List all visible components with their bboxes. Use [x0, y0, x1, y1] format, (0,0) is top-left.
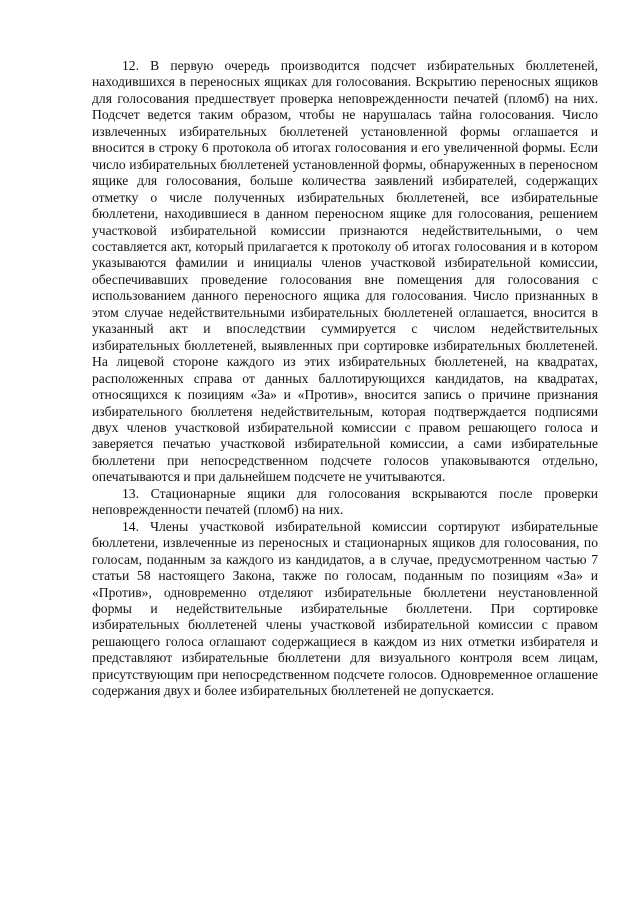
paragraph-13: 13. Стационарные ящики для голосования вскрываются после проверки неповрежденности печатей (пломб) на них.: [92, 485, 598, 518]
paragraph-12: 12. В первую очередь производится подсчет избирательных бюллетеней, находившихся в переносных ящиках для голосования. Вскрытию переносных ящиков для голосования предшествует проверка неповрежденности печатей (пломб) на них. Подсчет ведется таким образом, чтобы не нарушалась тайна голосования. Число извлеченных избирательных бюллетеней установленной формы оглашается и вносится в строку 6 протокола об итогах голосования и его увеличенной формы. Если число избирательных бюллетеней установленной формы, обнаруженных в переносном ящике для голосования, больше количества заявлений избирателей, содержащих отметку о числе полученных избирательных бюллетеней, все избирательные бюллетени, находившиеся в данном переносном ящике для голосования, решением участковой избирательной комиссии признаются недействительными, о чем составляется акт, который прилагается к протоколу об итогах голосования и в котором указываются фамилии и инициалы членов участковой избирательной комиссии, обеспечивавших проведение голосования вне помещения для голосования с использованием данного переносного ящика для голосования. Число признанных в этом случае недействительными избирательных бюллетеней оглашается, вносится в указанный акт и впоследствии суммируется с числом недействительных избирательных бюллетеней, выявленных при сортировке избирательных бюллетеней. На лицевой стороне каждого из этих избирательных бюллетеней, на квадратах, расположенных справа от данных баллотирующихся кандидатов, на квадратах, относящихся к позициям «За» и «Против», вносится запись о причине признания избирательного бюллетеня недействительным, которая подтверждается подписями двух членов участковой избирательной комиссии с правом решающего голоса и заверяется печатью участковой избирательной комиссии, а сами избирательные бюллетени при непосредственном подсчете голосов упаковываются отдельно, опечатываются и при дальнейшем подсчете не учитываются.: [92, 58, 598, 485]
paragraph-14: 14. Члены участковой избирательной комиссии сортируют избирательные бюллетени, извлеченные из переносных и стационарных ящиков для голосования, по голосам, поданным за каждого из кандидатов, а в случае, предусмотренном частью 7 статьи 58 настоящего Закона, также по голосам, поданным по позициям «За» и «Против», одновременно отделяют избирательные бюллетени неустановленной формы и недействительные избирательные бюллетени. При сортировке избирательных бюллетеней члены участковой избирательной комиссии с правом решающего голоса оглашают содержащиеся в каждом из них отметки избирателя и представляют избирательные бюллетени для визуального контроля всем лицам, присутствующим при непосредственном подсчете голосов. Одновременное оглашение содержания двух и более избирательных бюллетеней не допускается.: [92, 518, 598, 699]
